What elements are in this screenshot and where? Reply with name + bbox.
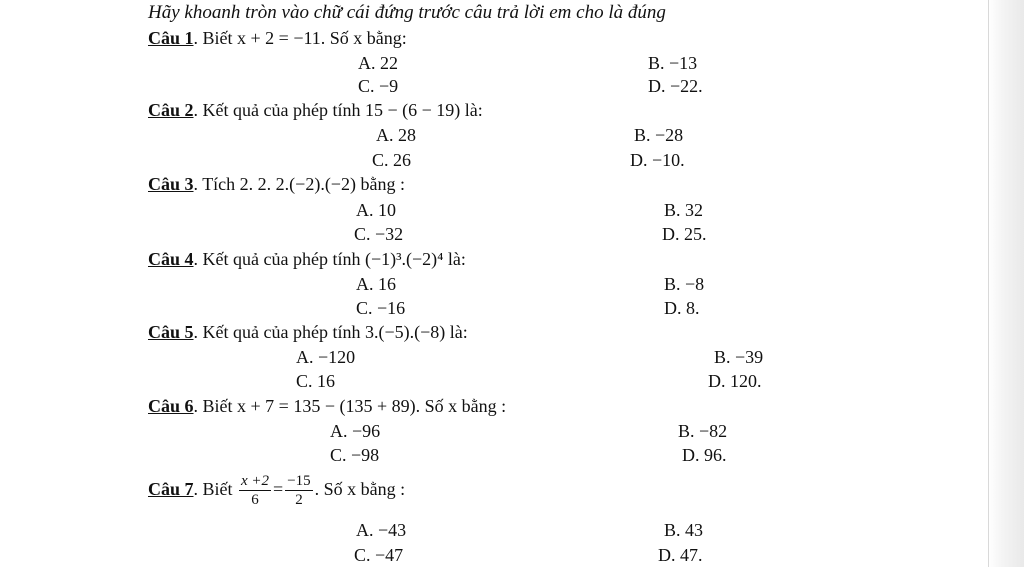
question-3-option-b[interactable]: B. 32 xyxy=(664,200,704,220)
question-4-label: Câu 4 xyxy=(148,249,194,269)
question-3 xyxy=(148,174,405,194)
question-4 xyxy=(148,249,466,269)
question-7-fraction-2-denominator: 2 xyxy=(295,492,303,509)
question-1-label: Câu 1 xyxy=(148,28,194,48)
question-3-option-d[interactable]: D. 25. xyxy=(662,224,707,244)
question-6-option-b[interactable]: B. −82 xyxy=(678,421,728,441)
question-7 xyxy=(148,472,405,508)
question-3-option-c[interactable]: C. −32 xyxy=(354,224,404,244)
question-7-suffix: . Số x bằng : xyxy=(314,479,406,499)
question-5-option-b[interactable]: B. −39 xyxy=(714,347,764,367)
question-7-option-d[interactable]: D. 47. xyxy=(658,545,703,565)
question-5-option-a[interactable]: A. −120 xyxy=(296,347,356,367)
question-4-option-a[interactable]: A. 16 xyxy=(356,274,396,294)
question-6 xyxy=(148,396,506,416)
question-7-fraction-2 xyxy=(285,473,312,508)
question-7-fraction-1-numerator: x +2 xyxy=(241,473,270,490)
question-5-text: . Kết quả của phép tính 3.(−5).(−8) là: xyxy=(193,322,468,342)
question-7-prefix: . Biết xyxy=(193,479,233,499)
question-7-option-a[interactable]: A. −43 xyxy=(356,520,407,540)
question-6-text: . Biết x + 7 = 135 − (135 + 89). Số x bằng : xyxy=(193,396,507,416)
question-7-option-b[interactable]: B. 43 xyxy=(664,520,704,540)
question-1-option-a[interactable]: A. 22 xyxy=(358,53,398,73)
question-2-option-a[interactable]: A. 28 xyxy=(376,125,416,145)
question-2-option-b[interactable]: B. −28 xyxy=(634,125,684,145)
question-5-option-c[interactable]: C. 16 xyxy=(296,371,336,391)
question-6-option-a[interactable]: A. −96 xyxy=(330,421,381,441)
question-4-option-d[interactable]: D. 8. xyxy=(664,298,700,318)
question-2-text: . Kết quả của phép tính 15 − (6 − 19) là: xyxy=(193,100,483,120)
question-6-option-c[interactable]: C. −98 xyxy=(330,445,380,465)
question-2-option-d[interactable]: D. −10. xyxy=(630,150,685,170)
question-2-option-c[interactable]: C. 26 xyxy=(372,150,412,170)
page-edge-shadow xyxy=(988,0,1024,567)
question-7-label: Câu 7 xyxy=(148,479,194,499)
question-3-text: . Tích 2. 2. 2.(−2).(−2) bằng : xyxy=(193,174,405,194)
question-7-equals: = xyxy=(273,479,284,499)
question-4-option-b[interactable]: B. −8 xyxy=(664,274,705,294)
question-5-option-d[interactable]: D. 120. xyxy=(708,371,762,391)
question-3-label: Câu 3 xyxy=(148,174,194,194)
question-2-label: Câu 2 xyxy=(148,100,194,120)
question-4-text: . Kết quả của phép tính (−1)³.(−2)⁴ là: xyxy=(193,249,466,269)
question-3-option-a[interactable]: A. 10 xyxy=(356,200,396,220)
question-7-fraction-1 xyxy=(239,473,271,508)
question-7-fraction-2-numerator: −15 xyxy=(287,473,311,490)
question-6-option-d[interactable]: D. 96. xyxy=(682,445,727,465)
instruction-text: Hãy khoanh tròn vào chữ cái đứng trước câu trả lời em cho là đúng xyxy=(148,2,666,23)
question-7-fraction-1-denominator: 6 xyxy=(251,492,259,509)
question-1 xyxy=(148,28,407,48)
question-2 xyxy=(148,100,483,120)
question-7-option-c[interactable]: C. −47 xyxy=(354,545,404,565)
question-6-label: Câu 6 xyxy=(148,396,194,416)
question-4-option-c[interactable]: C. −16 xyxy=(356,298,406,318)
question-1-option-b[interactable]: B. −13 xyxy=(648,53,698,73)
question-1-option-d[interactable]: D. −22. xyxy=(648,76,703,96)
question-1-text: . Biết x + 2 = −11. Số x bằng: xyxy=(193,28,407,48)
question-1-option-c[interactable]: C. −9 xyxy=(358,76,399,96)
question-5-label: Câu 5 xyxy=(148,322,194,342)
question-5 xyxy=(148,322,468,342)
